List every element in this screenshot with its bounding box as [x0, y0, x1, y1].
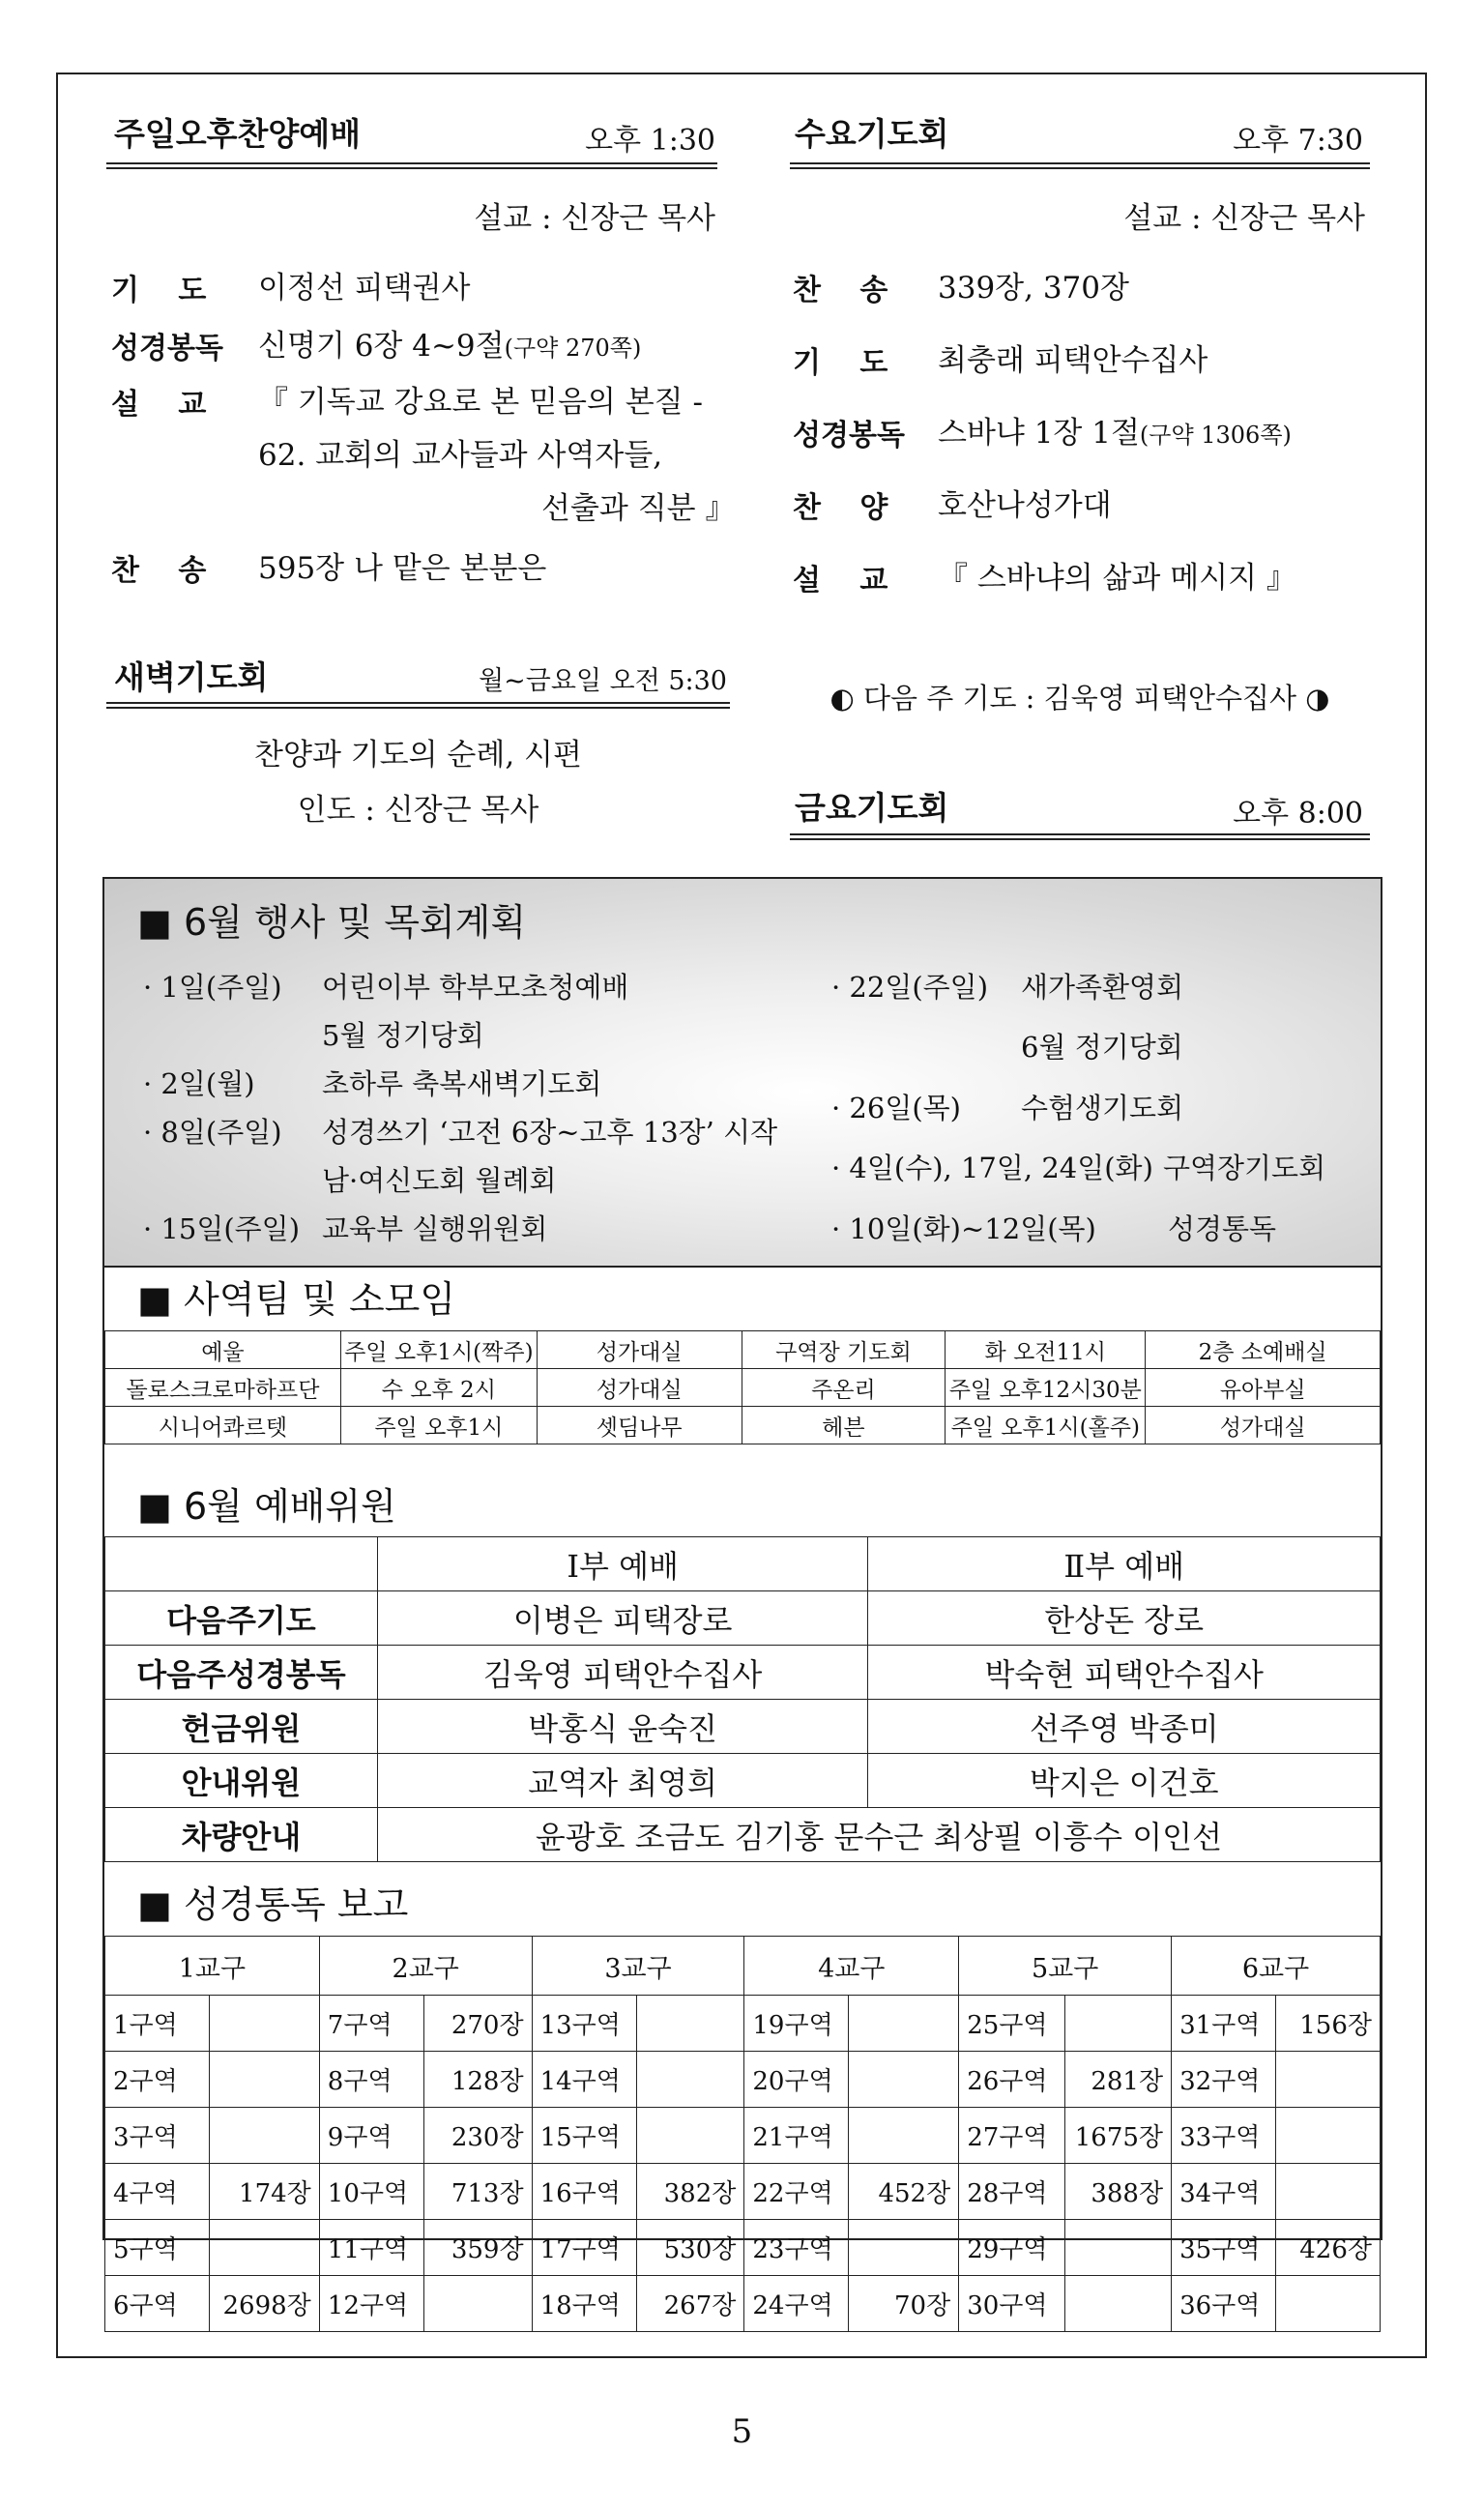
event-text: 5월 정기당회	[322, 1019, 484, 1052]
table-cell: 구역장 기도회	[742, 1331, 946, 1369]
table-cell: 이병은 피택장로	[377, 1591, 868, 1646]
chapters-cell	[209, 2220, 319, 2276]
table-cell: 시니어콰르텟	[105, 1407, 341, 1444]
worship-table	[104, 1536, 1381, 1862]
event-date: · 2일(월)	[143, 1067, 255, 1100]
chapters-cell: 1675장	[1065, 2108, 1172, 2164]
row-header: 헌금위원	[105, 1700, 378, 1754]
district-cell: 32구역	[1172, 2052, 1276, 2108]
column-header: 1교구	[105, 1937, 320, 1996]
divider	[106, 162, 717, 169]
ministry-table	[104, 1330, 1381, 1444]
chapters-cell	[1275, 2276, 1380, 2332]
row-value: 이정선 피택권사	[258, 271, 471, 306]
row-label: 기 도	[111, 274, 207, 307]
district-cell: 8구역	[319, 2052, 423, 2108]
district-cell: 35구역	[1172, 2220, 1276, 2276]
district-cell: 7구역	[319, 1996, 423, 2052]
row-label: 설 교	[111, 388, 207, 422]
row-header: 다음주기도	[105, 1591, 378, 1646]
table-row	[105, 2164, 1381, 2220]
chapters-cell: 530장	[636, 2220, 744, 2276]
dawn-line1: 찬양과 기도의 순례, 시편	[254, 738, 582, 773]
column-header: Ⅱ부 예배	[868, 1537, 1381, 1591]
dawn-line2: 인도 : 신장근 목사	[297, 793, 539, 828]
divider	[106, 702, 730, 709]
dawn-title: 새벽기도회	[114, 658, 269, 696]
chapters-cell	[636, 2108, 744, 2164]
chapters-cell	[1275, 2108, 1380, 2164]
event-text: 성경통독	[1168, 1212, 1277, 1245]
district-cell: 13구역	[532, 1996, 636, 2052]
fri-time: 오후 8:00	[1233, 797, 1363, 831]
table-cell: 유아부실	[1146, 1369, 1381, 1407]
district-cell: 33구역	[1172, 2108, 1276, 2164]
table-cell: 한상돈 장로	[868, 1591, 1381, 1646]
event-text: 어린이부 학부모초청예배	[322, 971, 629, 1004]
column-header: Ⅰ부 예배	[377, 1537, 868, 1591]
district-cell: 4구역	[105, 2164, 210, 2220]
event-date: · 1일(주일)	[143, 971, 282, 1004]
chapters-cell	[1065, 2220, 1172, 2276]
chapters-cell: 270장	[423, 1996, 532, 2052]
table-cell: 헤븐	[742, 1407, 946, 1444]
district-cell: 27구역	[959, 2108, 1065, 2164]
district-cell: 26구역	[959, 2052, 1065, 2108]
district-cell: 5구역	[105, 2220, 210, 2276]
table-row	[105, 1537, 1381, 1591]
table-cell: 선주영 박종미	[868, 1700, 1381, 1754]
chapters-cell	[423, 2276, 532, 2332]
district-cell: 9구역	[319, 2108, 423, 2164]
district-cell: 34구역	[1172, 2164, 1276, 2220]
dawn-time: 월~금요일 오전 5:30	[479, 666, 727, 696]
table-cell: 수 오후 2시	[340, 1369, 537, 1407]
chapters-cell: 382장	[636, 2164, 744, 2220]
event-text: 남·여신도회 월례회	[322, 1164, 557, 1197]
table-row	[105, 1754, 1381, 1808]
district-cell: 30구역	[959, 2276, 1065, 2332]
wed-time: 오후 7:30	[1233, 124, 1363, 158]
chapters-cell: 388장	[1065, 2164, 1172, 2220]
column-header: 4교구	[744, 1937, 959, 1996]
sunday-pm-title: 주일오후찬양예배	[114, 115, 362, 153]
table-cell: 예울	[105, 1331, 341, 1369]
event-text: 새가족환영회	[1021, 971, 1184, 1004]
table-cell	[105, 1537, 378, 1591]
row-header: 다음주성경봉독	[105, 1646, 378, 1700]
district-cell: 36구역	[1172, 2276, 1276, 2332]
fri-title: 금요기도회	[795, 789, 949, 827]
notice-box	[102, 877, 1382, 2320]
district-cell: 15구역	[532, 2108, 636, 2164]
divider	[790, 162, 1370, 169]
event-date: · 22일(주일)	[831, 971, 989, 1004]
chapters-cell	[209, 2108, 319, 2164]
district-cell: 28구역	[959, 2164, 1065, 2220]
table-cell: 성가대실	[537, 1369, 742, 1407]
district-cell: 19구역	[744, 1996, 849, 2052]
chapters-cell: 128장	[423, 2052, 532, 2108]
row-label: 성경봉독	[111, 332, 223, 365]
district-cell: 16구역	[532, 2164, 636, 2220]
chapters-cell: 156장	[1275, 1996, 1380, 2052]
row-value: 최충래 피택안수집사	[938, 343, 1208, 378]
table-cell: 주일 오후1시	[340, 1407, 537, 1444]
chapters-cell: 230장	[423, 2108, 532, 2164]
table-row	[105, 2220, 1381, 2276]
chapters-cell: 452장	[849, 2164, 959, 2220]
event-date: · 15일(주일)	[143, 1212, 301, 1245]
wed-title: 수요기도회	[795, 115, 949, 153]
chapters-cell: 174장	[209, 2164, 319, 2220]
row-label: 기 도	[793, 346, 888, 380]
page-number: 5	[731, 2412, 753, 2451]
row-value: 『 기독교 강요로 본 믿음의 본질 -	[258, 385, 703, 420]
worship-heading: ■ 6월 예배위원	[137, 1485, 396, 1528]
divider	[790, 833, 1370, 840]
district-cell: 23구역	[744, 2220, 849, 2276]
table-row	[105, 1700, 1381, 1754]
chapters-cell: 281장	[1065, 2052, 1172, 2108]
district-cell: 12구역	[319, 2276, 423, 2332]
district-cell: 3구역	[105, 2108, 210, 2164]
chapters-cell	[849, 2108, 959, 2164]
district-cell: 18구역	[532, 2276, 636, 2332]
event-date: · 26일(목)	[831, 1092, 961, 1124]
column-header: 6교구	[1172, 1937, 1381, 1996]
chapters-cell: 426장	[1275, 2220, 1380, 2276]
event-date: · 10일(화)~12일(목)	[831, 1212, 1096, 1245]
table-cell: 박숙현 피택안수집사	[868, 1646, 1381, 1700]
district-cell: 17구역	[532, 2220, 636, 2276]
table-header-row	[105, 1937, 1381, 1996]
chapters-cell	[1275, 2052, 1380, 2108]
chapters-cell	[1275, 2164, 1380, 2220]
chapters-cell	[209, 2052, 319, 2108]
district-cell: 1구역	[105, 1996, 210, 2052]
table-cell: 박지은 이건호	[868, 1754, 1381, 1808]
row-note: (구약 270쪽)	[504, 335, 642, 362]
row-label: 설 교	[793, 564, 888, 598]
table-cell: 주일 오후1시(홀주)	[946, 1407, 1146, 1444]
district-cell: 11구역	[319, 2220, 423, 2276]
table-row	[105, 1808, 1381, 1862]
table-cell: 셋딤나무	[537, 1407, 742, 1444]
row-header: 차량안내	[105, 1808, 378, 1862]
event-text: 6월 정기당회	[1021, 1031, 1183, 1064]
table-cell: 윤광호 조금도 김기홍 문수근 최상필 이흥수 이인선	[377, 1808, 1380, 1862]
district-cell: 29구역	[959, 2220, 1065, 2276]
ministry-heading: ■ 사역팀 및 소모임	[137, 1278, 456, 1321]
next-prayer: ◐ 다음 주 기도 : 김욱영 피택안수집사 ◑	[829, 682, 1330, 715]
chapters-cell	[209, 1996, 319, 2052]
row-value: 호산나성가대	[938, 488, 1112, 523]
table-cell: 교역자 최영희	[377, 1754, 868, 1808]
sunday-pm-time: 오후 1:30	[585, 124, 715, 158]
chapters-cell	[1065, 2276, 1172, 2332]
sunday-pm-sermon-by: 설교 : 신장근 목사	[474, 201, 715, 236]
table-cell: 주일 오후1시(짝주)	[340, 1331, 537, 1369]
chapters-cell	[849, 1996, 959, 2052]
district-cell: 22구역	[744, 2164, 849, 2220]
row-label: 찬 양	[793, 491, 888, 525]
district-cell: 24구역	[744, 2276, 849, 2332]
district-cell: 6구역	[105, 2276, 210, 2332]
row-value-line3: 선출과 직분 』	[541, 491, 736, 526]
district-cell: 25구역	[959, 1996, 1065, 2052]
bible-table	[104, 1936, 1381, 2332]
row-value: 『 스바냐의 삶과 메시지 』	[938, 561, 1296, 596]
wed-sermon-by: 설교 : 신장근 목사	[1123, 201, 1365, 236]
table-row	[105, 1996, 1381, 2052]
district-cell: 10구역	[319, 2164, 423, 2220]
row-value-line2: 62. 교회의 교사들과 사역자들,	[258, 438, 663, 473]
table-row	[105, 2052, 1381, 2108]
district-cell: 21구역	[744, 2108, 849, 2164]
event-text: 수험생기도회	[1021, 1092, 1184, 1124]
chapters-cell	[636, 2052, 744, 2108]
table-row	[105, 1369, 1381, 1407]
district-cell: 14구역	[532, 2052, 636, 2108]
table-row	[105, 2276, 1381, 2332]
table-row	[105, 1331, 1381, 1369]
row-label: 찬 송	[111, 554, 207, 588]
column-header: 5교구	[959, 1937, 1172, 1996]
district-cell: 20구역	[744, 2052, 849, 2108]
chapters-cell	[849, 2220, 959, 2276]
table-row	[105, 1591, 1381, 1646]
table-cell: 주온리	[742, 1369, 946, 1407]
column-header: 3교구	[532, 1937, 744, 1996]
table-row	[105, 2108, 1381, 2164]
column-header: 2교구	[319, 1937, 532, 1996]
table-row	[105, 1646, 1381, 1700]
chapters-cell	[636, 1996, 744, 2052]
event-date: · 8일(주일)	[143, 1116, 282, 1149]
row-value: 595장 나 맡은 본분은	[258, 551, 547, 586]
bible-heading: ■ 성경통독 보고	[137, 1883, 409, 1926]
chapters-cell: 359장	[423, 2220, 532, 2276]
table-cell: 성가대실	[537, 1331, 742, 1369]
district-cell: 31구역	[1172, 1996, 1276, 2052]
event-text: 교육부 실행위원회	[322, 1212, 548, 1245]
table-cell: 돌로스크로마하프단	[105, 1369, 341, 1407]
row-label: 성경봉독	[793, 419, 905, 452]
table-cell: 2층 소예배실	[1146, 1331, 1381, 1369]
chapters-cell: 2698장	[209, 2276, 319, 2332]
table-cell: 성가대실	[1146, 1407, 1381, 1444]
chapters-cell: 70장	[849, 2276, 959, 2332]
row-note: (구약 1306쪽)	[1139, 422, 1292, 449]
chapters-cell	[1065, 1996, 1172, 2052]
table-row	[105, 1407, 1381, 1444]
row-value: 스바냐 1장 1절	[938, 416, 1140, 451]
chapters-cell: 267장	[636, 2276, 744, 2332]
event-text: 초하루 축복새벽기도회	[322, 1067, 602, 1100]
district-cell: 2구역	[105, 2052, 210, 2108]
event-text: 구역장기도회	[1163, 1152, 1326, 1184]
event-text: 성경쓰기 ‘고전 6장~고후 13장’ 시작	[322, 1116, 778, 1149]
event-date: · 4일(수), 17일, 24일(화)	[831, 1152, 1153, 1184]
table-cell: 주일 오후12시30분	[946, 1369, 1146, 1407]
chapters-cell: 713장	[423, 2164, 532, 2220]
table-cell: 화 오전11시	[946, 1331, 1146, 1369]
table-cell: 박홍식 윤숙진	[377, 1700, 868, 1754]
events-heading: ■ 6월 행사 및 목회계획	[137, 901, 527, 944]
row-value: 신명기 6장 4~9절	[258, 329, 505, 364]
row-value: 339장, 370장	[938, 271, 1129, 306]
chapters-cell	[849, 2052, 959, 2108]
table-cell: 김욱영 피택안수집사	[377, 1646, 868, 1700]
row-header: 안내위원	[105, 1754, 378, 1808]
row-label: 찬 송	[793, 274, 888, 307]
